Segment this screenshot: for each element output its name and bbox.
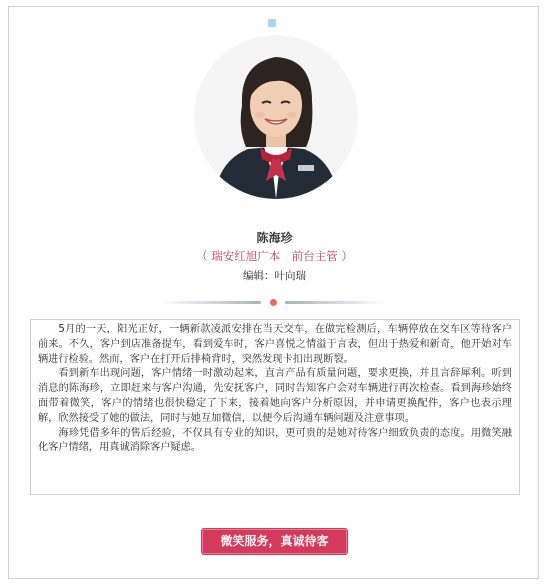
story-box [30,319,520,495]
story-paragraph: 看到新车出现问题，客户情绪一时激动起来，直言产品有质量问题，要求更换，并且言辞犀利。听到消息的陈海珍，立即赶来与客户沟通，先安抚客户，同时告知客户会对车辆进行再次检查。看到海珍始终面带着微笑，客户的情绪也很快稳定了下来，接着她向客户分析原因，并申请更换配件，客户也表示理解，欣然接受了她的做法，同时与她互加微信，以便今后沟通车辆问题及注意事项。 [38,368,512,424]
divider-line-left [159,301,261,304]
slogan-banner: 微笑服务，真诚待客 [202,529,347,554]
portrait-photo [194,35,358,199]
divider-dot [270,299,277,306]
employee-role: （ 瑞安红旭广本 前台主管 ） [196,249,353,263]
employee-name: 陈海珍 [256,231,293,245]
story-paragraph: 海珍凭借多年的售后经验，不仅具有专业的知识，更可贵的是她对待客户细致负责的态度。用微笑融化客户情绪，用真诚消除客户疑虑。 [38,427,512,454]
divider-line-right [285,301,387,304]
story-paragraph: 5月的一天，阳光正好，一辆新款凌派安排在当天交车，在做完检测后，车辆停放在交车区等待客户前来。不久，客户到店准备提车，看到爱车时，客户喜悦之情溢于言表，但出于热爱和新奇，他开始对车辆进行检验。然而，客户在打开后排椅背时，突然发现卡扣出现断裂。 [38,324,512,365]
top-marker-square [268,19,276,27]
editor-credit: 编辑：叶向瑞 [243,270,306,282]
